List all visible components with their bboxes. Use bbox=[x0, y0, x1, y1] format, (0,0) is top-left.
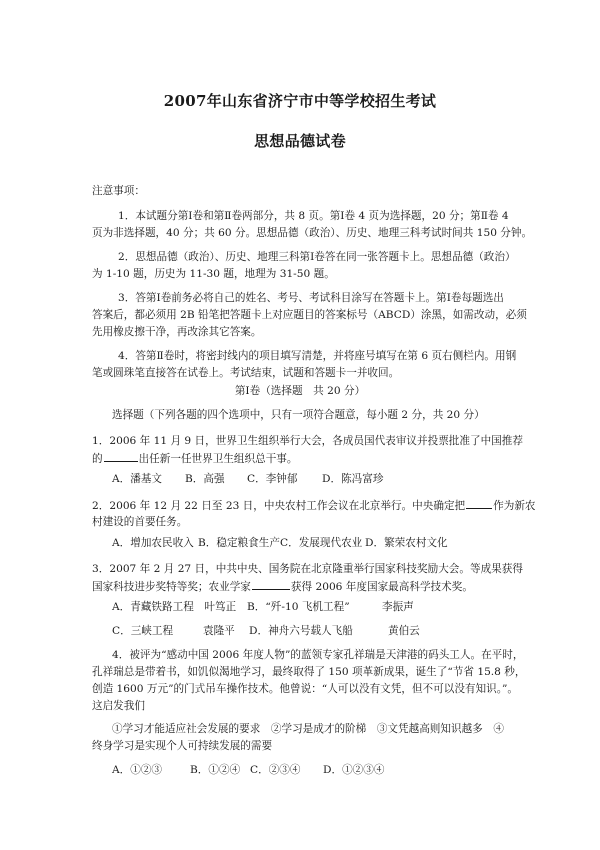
q3-option-a: A．青藏铁路工程 叶笃正 bbox=[112, 601, 237, 613]
exam-subtitle: 思想品德试卷 bbox=[254, 132, 346, 150]
q1-line-2-post: 出任新一任世界卫生组织总干事。 bbox=[138, 453, 298, 465]
q3-option-b-person: 李振声 bbox=[382, 601, 414, 613]
note-1-line-1: 1．本试题分第Ⅰ卷和第Ⅱ卷两部分，共 8 页。第Ⅰ卷 4 页为选择题，20 分；第Ⅱ卷 4 bbox=[118, 210, 509, 222]
q1-option-b: B．高强 bbox=[185, 473, 225, 485]
q4-statements-line-1: ①学习才能适应社会发展的要求 ②学习是成才的阶梯 ③文凭越高则知识越多 ④ bbox=[112, 723, 504, 735]
q2-option-b: B．稳定粮食生产 bbox=[198, 537, 280, 549]
answer-blank bbox=[104, 451, 138, 462]
q4-option-a: A．①②③ bbox=[112, 764, 163, 776]
q1-line-2 bbox=[92, 451, 298, 466]
note-3-line-3: 先用橡皮擦干净，再改涂其它答案。 bbox=[92, 326, 262, 338]
q3-option-d: D．神舟六号载人飞船 bbox=[249, 625, 353, 637]
q2-line-1-post: 作为新农 bbox=[493, 500, 536, 512]
q3-line-2-pre: 国家科技进步奖特等奖；农业学家 bbox=[92, 581, 251, 593]
note-4-line-2: 笔或圆珠笔直接答在试卷上。考试结束，试题和答题卡一并收回。 bbox=[92, 367, 400, 379]
exam-title: 2007年山东省济宁市中等学校招生考试 bbox=[163, 92, 437, 110]
note-3-line-1: 3．答第Ⅰ卷前务必将自己的姓名、考号、考试科目涂写在答题卡上。第Ⅰ卷每题选出 bbox=[118, 292, 504, 304]
q1-option-a: A．潘基文 bbox=[112, 473, 163, 485]
note-3-line-2: 答案后，都必须用 2B 铅笔把答题卡上对应题目的答案标号（ABCD）涂黑，如需改动，必须 bbox=[92, 309, 527, 321]
q1-option-c: C．李钟郁 bbox=[247, 473, 298, 485]
q3-option-b: B．“歼-10 飞机工程” bbox=[247, 601, 350, 613]
q2-option-c: C．发展现代农业 bbox=[280, 537, 363, 549]
q4-option-b: B．①②④ bbox=[190, 764, 241, 776]
q3-option-c: C．三峡工程 bbox=[112, 625, 174, 637]
section-heading: 第Ⅰ卷（选择题 共 20 分） bbox=[234, 385, 366, 397]
q1-line-1: 1．2006 年 11 月 9 日，世界卫生组织举行大会，各成员国代表审议并投票批准了中国推荐 bbox=[92, 435, 523, 447]
q3-option-c-person: 袁隆平 bbox=[203, 625, 235, 637]
q3-option-d-person: 黄伯云 bbox=[388, 625, 420, 637]
q2-line-1 bbox=[92, 498, 536, 513]
note-2-line-1: 2．思想品德（政治）、历史、地理三科第Ⅰ卷答在同一张答题卡上。思想品德（政治） bbox=[118, 251, 516, 263]
q2-option-a: A．增加农民收入 bbox=[112, 537, 194, 549]
q2-line-2: 村建设的首要任务。 bbox=[92, 516, 188, 528]
q1-line-2-pre: 的 bbox=[92, 453, 103, 465]
q2-option-d: D．繁荣农村文化 bbox=[365, 537, 448, 549]
answer-blank bbox=[252, 579, 290, 590]
q4-line-1: 4．被评为“感动中国 2006 年度人物”的蓝领专家孔祥瑞是天津港的码头工人。在平时， bbox=[112, 649, 524, 661]
q3-line-2-post: 获得 2006 年度国家最高科学技术奖。 bbox=[290, 581, 473, 593]
section-instruction: 选择题（下列各题的四个选项中，只有一项符合题意，每小题 2 分，共 20 分） bbox=[112, 409, 485, 421]
q4-option-c: C．②③④ bbox=[250, 764, 301, 776]
q4-line-2: 孔祥瑞总是带着书，如饥似渴地学习，最终取得了 150 项革新成果，诞生了“节省 15.8 秒， bbox=[92, 666, 526, 678]
note-2-line-2: 为 1-10 题，历史为 11-30 题，地理为 31-50 题。 bbox=[92, 268, 335, 280]
answer-blank bbox=[466, 498, 492, 509]
q3-line-1: 3．2007 年 2 月 27 日，中共中央、国务院在北京隆重举行国家科技奖励大会。等成果获得 bbox=[92, 563, 523, 575]
q4-line-4: 这启发我们 bbox=[92, 700, 145, 712]
q4-line-3: 创造 1600 万元”的门式吊车操作技术。他曾说：“人可以没有文凭，但不可以没有知识。”。 bbox=[92, 683, 519, 695]
q4-statements-line-2: 终身学习是实现个人可持续发展的需要 bbox=[92, 740, 273, 752]
q1-option-d: D．陈冯富珍 bbox=[322, 473, 384, 485]
q3-line-2 bbox=[92, 579, 473, 594]
q2-line-1-pre: 2．2006 年 12 月 22 日至 23 日，中央农村工作会议在北京举行。中央确定把 bbox=[92, 500, 466, 512]
note-4-line-1: 4．答第Ⅱ卷时，将密封线内的项目填写清楚，并将座号填写在第 6 页右侧栏内。用钢 bbox=[118, 350, 517, 362]
q4-option-d: D．①②③④ bbox=[323, 764, 385, 776]
notes-heading: 注意事项： bbox=[92, 185, 145, 197]
note-1-line-2: 页为非选择题，40 分；共 60 分。思想品德（政治）、历史、地理三科考试时间共 150 分钟。 bbox=[92, 227, 533, 239]
